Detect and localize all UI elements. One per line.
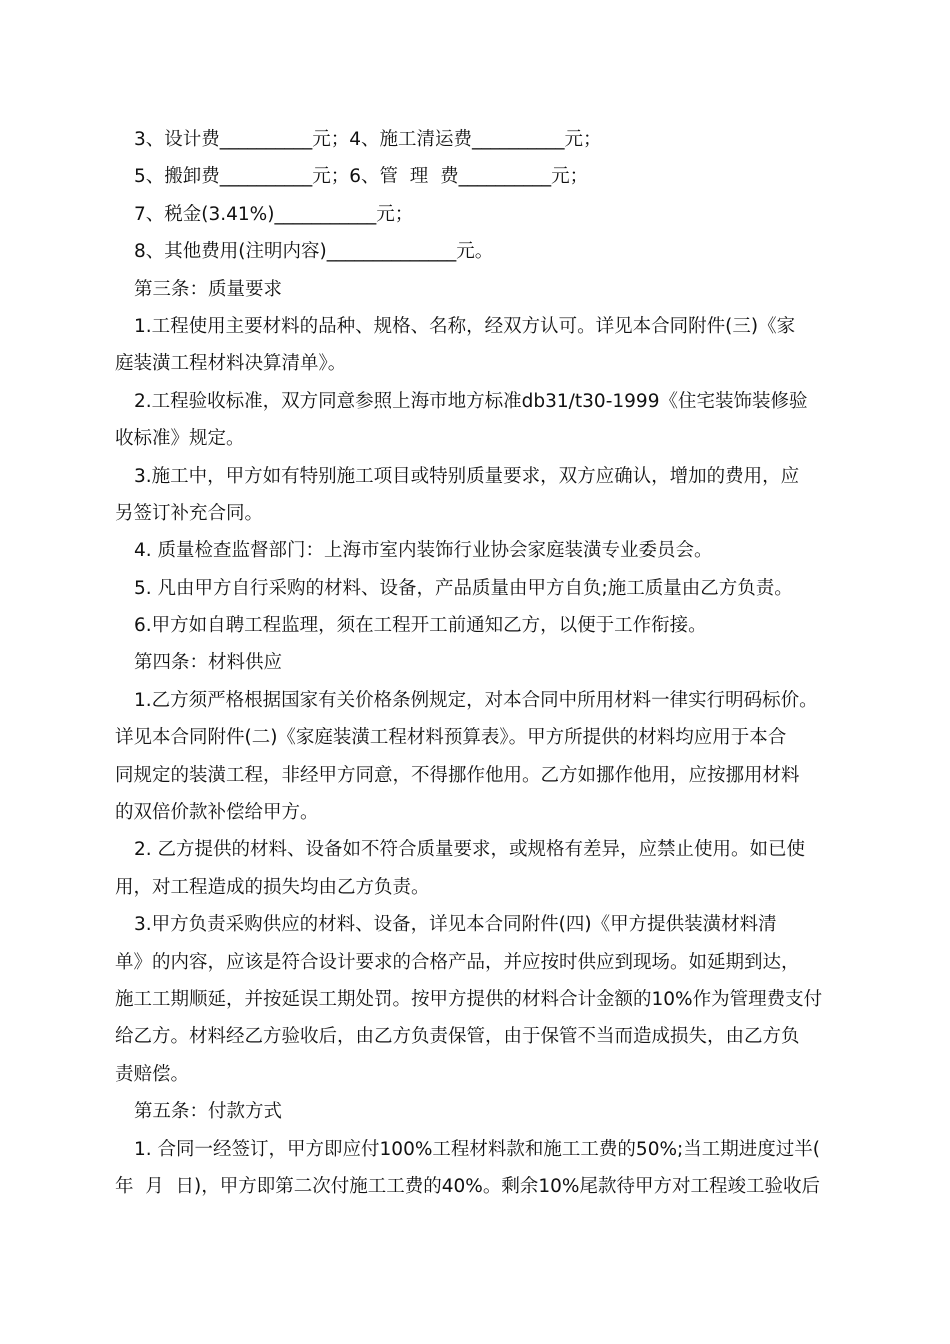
text-line: 3、设计费__________元；4、施工清运费__________元；	[134, 129, 602, 150]
text-line: 庭装潢工程材料决算清单》。	[115, 353, 347, 375]
text-line: 5. 凡由甲方自行采购的材料、设备，产品质量由甲方自负;施工质量由乙方负责。	[134, 577, 793, 599]
text-line: 详见本合同附件(二)《家庭装潢工程材料预算表》。甲方所提供的材料均应用于本合	[115, 727, 787, 749]
text-line: 施工工期顺延，并按延误工期处罚。按甲方提供的材料合计金额的10%作为管理费支付	[115, 988, 823, 1010]
text-line: 2.工程验收标准，双方同意参照上海市地方标准db31/t30-1999《住宅装饰装修验	[134, 390, 808, 412]
text-line: 6.甲方如自聘工程监理，须在工程开工前通知乙方，以便于工作衔接。	[134, 615, 707, 637]
document-body	[115, 121, 837, 1205]
text-line: 单》的内容，应该是符合设计要求的合格产品，并应按时供应到现场。如延期到达，	[115, 951, 800, 973]
text-line: 另签订补充合同。	[115, 502, 264, 524]
text-line: 的双倍价款补偿给甲方。	[115, 802, 319, 824]
text-line: 1.乙方须严格根据国家有关价格条例规定，对本合同中所用材料一律实行明码标价。	[134, 689, 818, 711]
text-line: 7、税金(3.41%)___________元；	[134, 203, 414, 225]
text-line: 2. 乙方提供的材料、设备如不符合质量要求，或规格有差异，应禁止使用。如已使	[134, 839, 806, 861]
text-line: 5、搬卸费__________元；6、管 理 费__________元；	[134, 166, 589, 188]
text-line: 年 月 日)，甲方即第二次付施工工费的40%。剩余10%尾款待甲方对工程竣工验收后	[115, 1175, 820, 1197]
text-line: 3.施工中，甲方如有特别施工项目或特别质量要求，双方应确认，增加的费用，应	[134, 465, 800, 487]
text-line: 责赔偿。	[115, 1063, 190, 1085]
text-line: 第三条：质量要求	[134, 278, 283, 300]
text-line: 8、其他费用(注明内容)______________元。	[134, 241, 494, 263]
text-line: 1. 合同一经签订，甲方即应付100%工程材料款和施工工费的50%;当工期进度过半(	[134, 1138, 820, 1160]
text-line: 同规定的装潢工程，非经甲方同意，不得挪作他用。乙方如挪作他用，应按挪用材料	[115, 764, 800, 786]
text-line: 1.工程使用主要材料的品种、规格、名称，经双方认可。详见本合同附件(三)《家	[134, 315, 796, 337]
text-line: 给乙方。材料经乙方验收后，由乙方负责保管，由于保管不当而造成损失，由乙方负	[115, 1026, 800, 1048]
text-line: 4. 质量检查监督部门：上海市室内装饰行业协会家庭装潢专业委员会。	[134, 540, 713, 562]
text-line: 3.甲方负责采购供应的材料、设备，详见本合同附件(四)《甲方提供装潢材料清	[134, 914, 777, 936]
text-line: 第五条：付款方式	[134, 1101, 283, 1123]
text-line: 用，对工程造成的损失均由乙方负责。	[115, 876, 430, 898]
text-line: 收标准》规定。	[115, 428, 245, 450]
text-line: 第四条：材料供应	[134, 652, 283, 674]
